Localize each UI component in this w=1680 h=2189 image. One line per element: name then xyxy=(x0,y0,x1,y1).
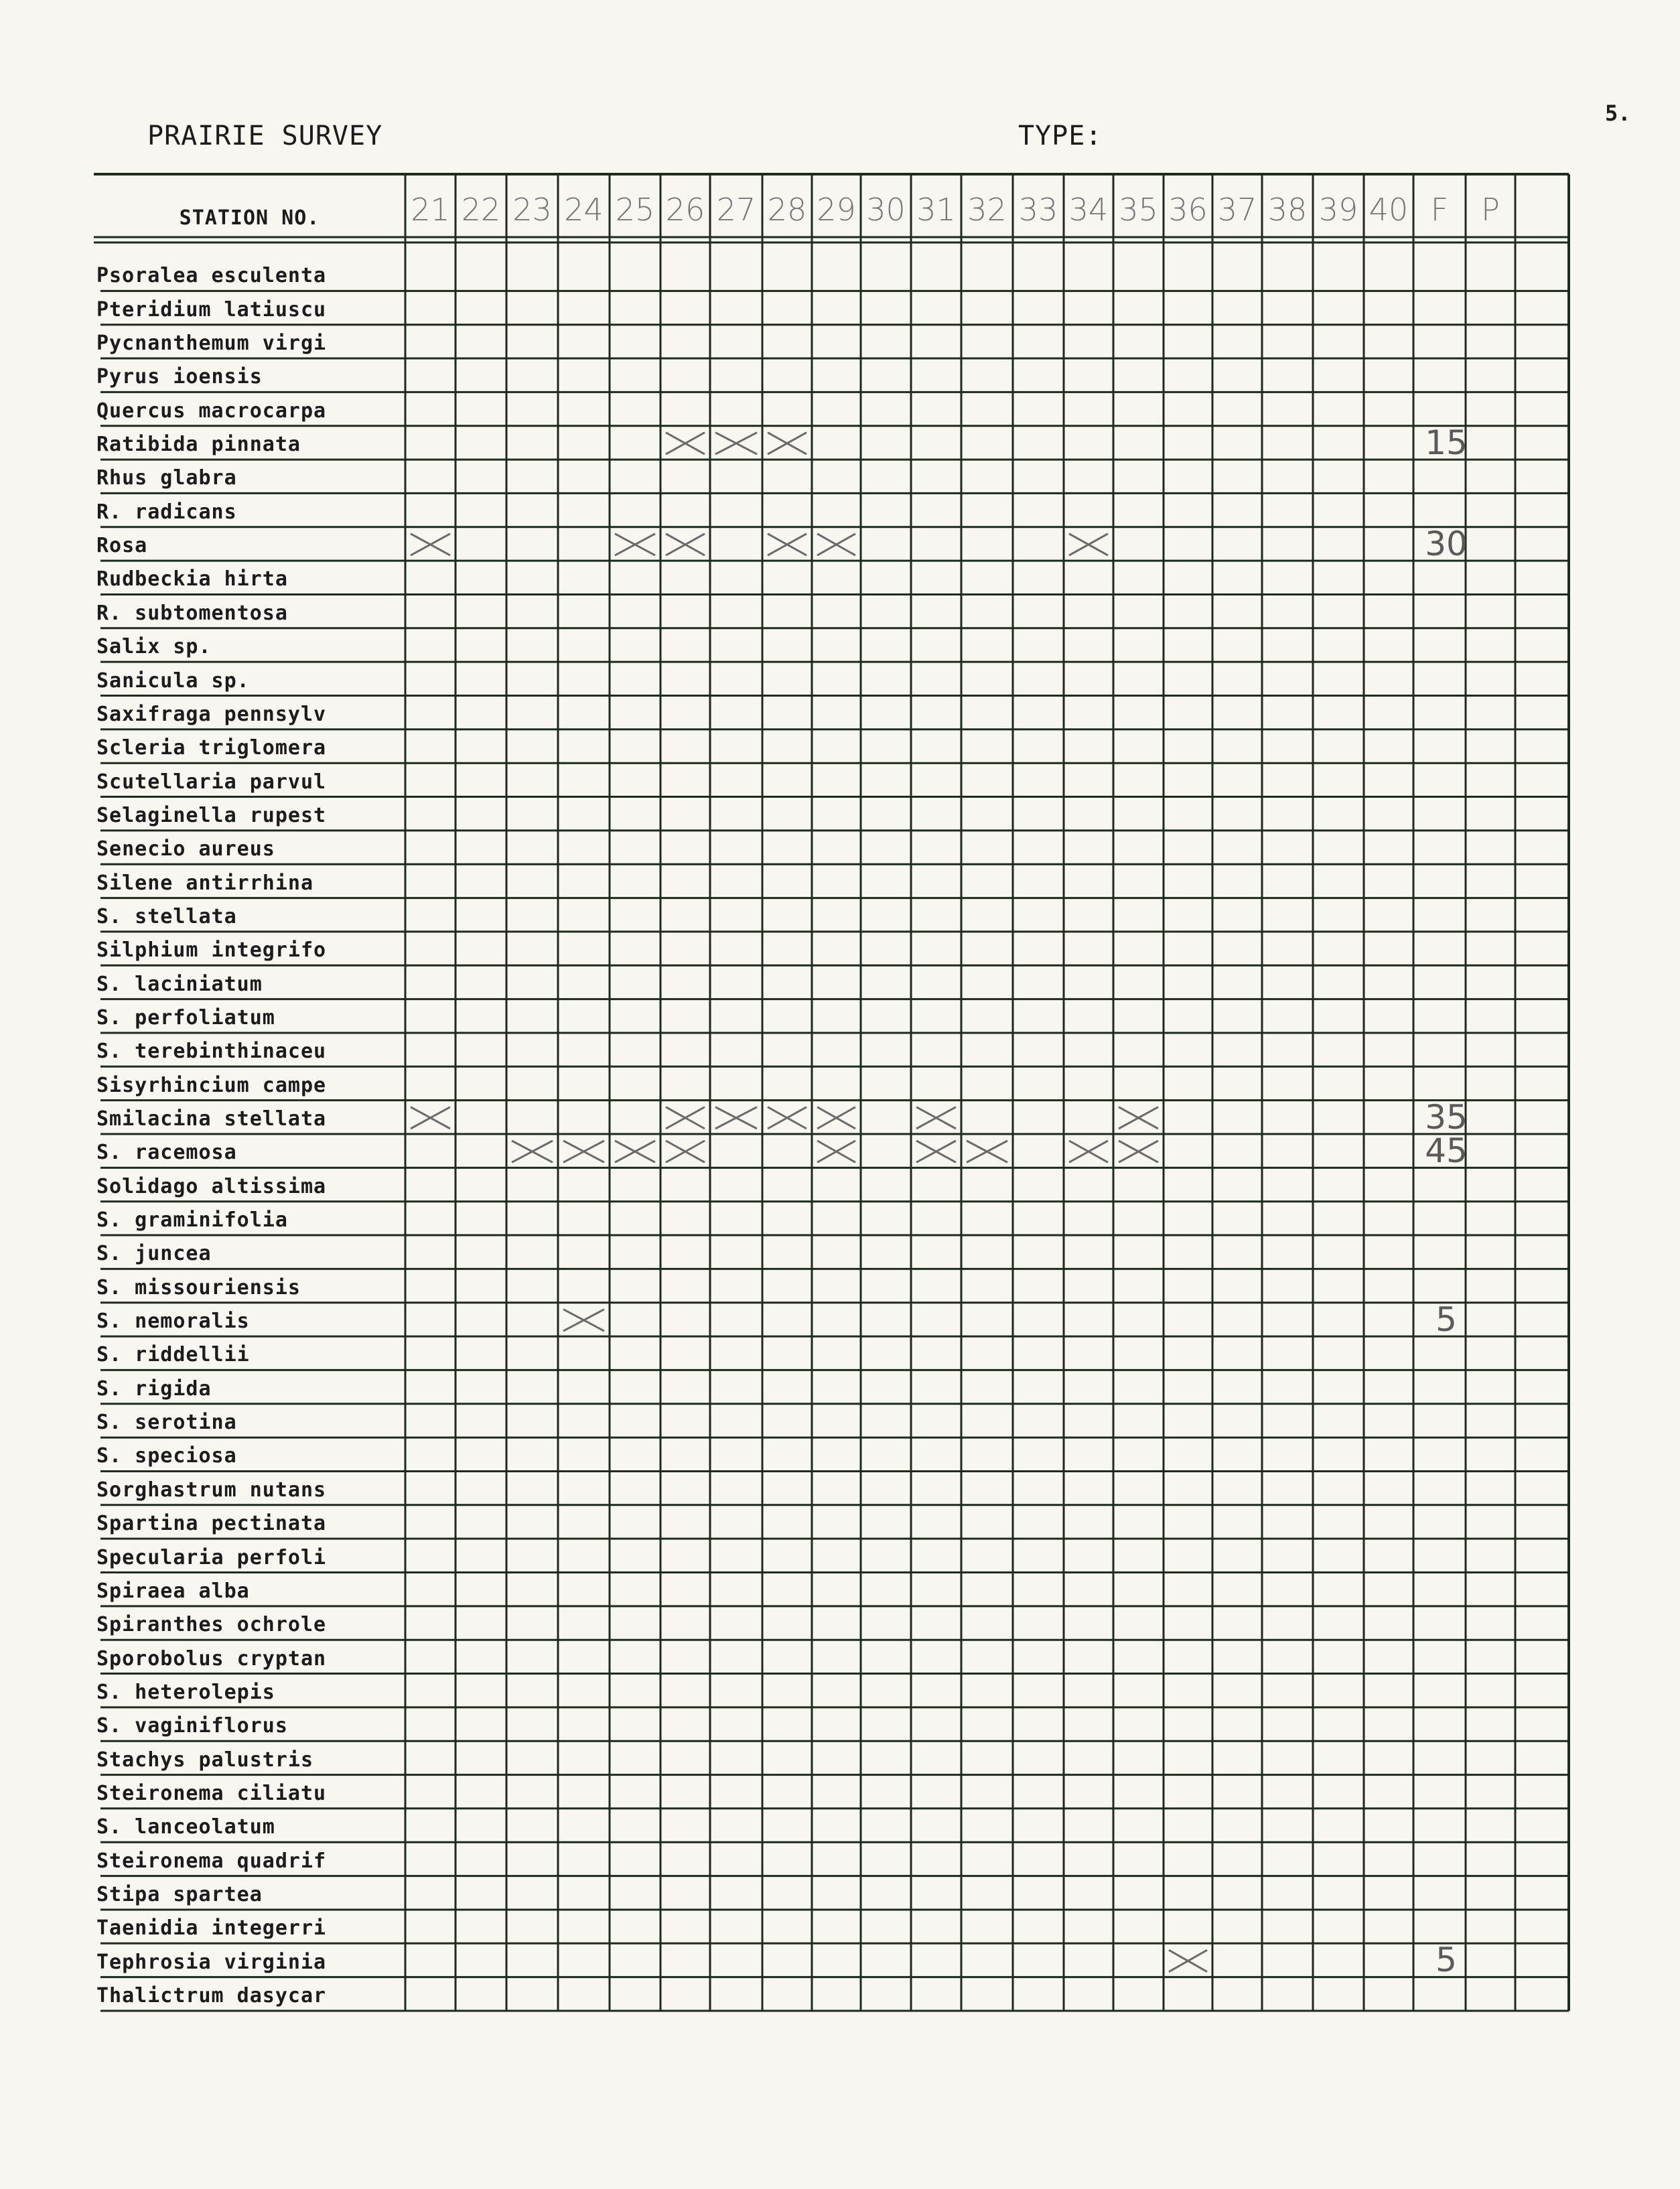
presence-x-mark xyxy=(563,1141,604,1162)
column-header: 27 xyxy=(716,192,756,228)
presence-x-mark xyxy=(768,1107,807,1129)
species-label: Pyrus ioensis xyxy=(96,365,263,389)
species-label: S. juncea xyxy=(96,1242,212,1266)
species-label: S. graminifolia xyxy=(96,1208,288,1232)
column-header: 24 xyxy=(564,192,604,228)
column-header: 37 xyxy=(1217,192,1257,228)
species-label: Sorghastrum nutans xyxy=(96,1478,327,1502)
column-header: 29 xyxy=(817,192,856,228)
presence-x-mark xyxy=(1119,1141,1158,1162)
column-header: P xyxy=(1481,192,1500,228)
species-label: Sporobolus cryptan xyxy=(96,1646,327,1671)
page-title: PRAIRIE SURVEY xyxy=(147,121,383,151)
species-label: Selaginella rupest xyxy=(96,803,327,827)
presence-x-mark xyxy=(666,1141,705,1162)
column-header: 33 xyxy=(1018,192,1058,228)
frequency-value: 5 xyxy=(1436,1940,1457,1980)
presence-x-mark xyxy=(1069,534,1108,555)
species-label: Pycnanthemum virgi xyxy=(96,332,327,356)
column-header: 39 xyxy=(1318,192,1358,228)
presence-x-mark xyxy=(715,433,757,454)
species-label: Rudbeckia hirta xyxy=(96,567,288,591)
presence-x-mark xyxy=(916,1141,956,1162)
column-header: 25 xyxy=(615,192,655,228)
column-header: 32 xyxy=(967,192,1007,228)
presence-x-mark xyxy=(817,1107,855,1129)
species-label: Sanicula sp. xyxy=(96,668,250,693)
presence-x-mark xyxy=(666,433,705,454)
species-label: Psoralea esculenta xyxy=(96,264,327,288)
species-label: Steironema quadrif xyxy=(96,1849,327,1873)
species-label: Rhus glabra xyxy=(96,466,237,490)
species-label: S. heterolepis xyxy=(96,1680,275,1704)
species-label: S. laciniatum xyxy=(96,972,263,996)
species-label: Saxifraga pennsylv xyxy=(96,702,327,726)
species-label: Rosa xyxy=(96,534,148,558)
column-header: 23 xyxy=(512,192,552,228)
species-label: Tephrosia virginia xyxy=(96,1950,327,1974)
species-label: Spiraea alba xyxy=(96,1579,250,1603)
column-header: 30 xyxy=(866,192,906,228)
species-label: Scleria triglomera xyxy=(96,736,327,760)
species-label: S. racemosa xyxy=(96,1141,237,1165)
species-label: Steironema ciliatu xyxy=(96,1781,327,1805)
species-label: S. serotina xyxy=(96,1411,237,1435)
column-header: 34 xyxy=(1068,192,1109,228)
presence-x-mark xyxy=(411,1107,450,1129)
species-label: S. lanceolatum xyxy=(96,1815,275,1839)
species-label: S. missouriensis xyxy=(96,1275,301,1299)
species-label: Specularia perfoli xyxy=(96,1545,327,1569)
species-label: Stachys palustris xyxy=(96,1748,314,1772)
frequency-value: 15 xyxy=(1425,423,1468,462)
species-label: Solidago altissima xyxy=(96,1174,327,1198)
species-label: S. rigida xyxy=(96,1376,212,1401)
presence-x-mark xyxy=(715,1107,757,1129)
frequency-value: 5 xyxy=(1436,1299,1457,1339)
species-label: S. vaginiflorus xyxy=(96,1714,288,1738)
column-header: 40 xyxy=(1369,192,1409,228)
species-label: Spartina pectinata xyxy=(96,1512,327,1536)
species-label: Taenidia integerri xyxy=(96,1916,327,1940)
column-header: 35 xyxy=(1119,192,1158,228)
column-header: 36 xyxy=(1168,192,1208,228)
species-label: S. terebinthinaceu xyxy=(96,1040,327,1064)
station-no-label: STATION NO. xyxy=(179,206,320,230)
type-label: TYPE: xyxy=(1018,121,1103,151)
species-label: S. stellata xyxy=(96,904,237,928)
presence-x-mark xyxy=(1169,1950,1207,1971)
column-header: 26 xyxy=(665,192,705,228)
frequency-value: 45 xyxy=(1425,1131,1468,1170)
presence-x-mark xyxy=(615,1141,655,1162)
species-label: Quercus macrocarpa xyxy=(96,399,327,423)
presence-x-mark xyxy=(615,534,655,555)
presence-x-mark xyxy=(411,534,450,555)
species-label: R. radicans xyxy=(96,500,237,524)
species-label: Silphium integrifo xyxy=(96,938,327,963)
presence-x-mark xyxy=(666,534,705,555)
presence-x-mark xyxy=(768,534,807,555)
species-label: Stipa spartea xyxy=(96,1882,263,1906)
species-label: S. nemoralis xyxy=(96,1310,250,1334)
frequency-value: 30 xyxy=(1425,524,1468,563)
presence-x-mark xyxy=(817,534,855,555)
column-header: 21 xyxy=(411,192,450,228)
presence-x-mark xyxy=(1069,1141,1108,1162)
presence-x-mark xyxy=(967,1141,1007,1162)
presence-x-mark xyxy=(512,1141,553,1162)
page-number: 5. xyxy=(1605,100,1631,126)
presence-x-mark xyxy=(916,1107,956,1129)
species-label: Spiranthes ochrole xyxy=(96,1613,327,1637)
species-label: S. speciosa xyxy=(96,1444,237,1468)
species-label: S. perfoliatum xyxy=(96,1005,275,1030)
column-header: 38 xyxy=(1267,192,1308,228)
column-header: 22 xyxy=(461,192,501,228)
presence-x-mark xyxy=(666,1107,705,1129)
frequency-value: 35 xyxy=(1425,1097,1468,1137)
presence-x-mark xyxy=(768,433,807,454)
species-label: Senecio aureus xyxy=(96,837,275,861)
species-label: Smilacina stellata xyxy=(96,1107,327,1131)
column-header: F xyxy=(1430,192,1449,228)
species-label: Silene antirrhina xyxy=(96,871,314,895)
species-label: Thalictrum dasycar xyxy=(96,1984,327,2007)
species-label: R. subtomentosa xyxy=(96,601,288,625)
presence-x-mark xyxy=(563,1310,604,1331)
species-label: Ratibida pinnata xyxy=(96,433,301,457)
column-header: 31 xyxy=(916,192,956,228)
column-header: 28 xyxy=(767,192,807,228)
presence-x-mark xyxy=(1119,1107,1158,1129)
species-label: Scutellaria parvul xyxy=(96,770,327,794)
species-label: S. riddellii xyxy=(96,1343,250,1367)
species-label: Salix sp. xyxy=(96,635,212,659)
presence-x-mark xyxy=(817,1141,855,1162)
species-label: Sisyrhincium campe xyxy=(96,1073,327,1097)
species-label: Pteridium latiuscu xyxy=(96,297,327,322)
